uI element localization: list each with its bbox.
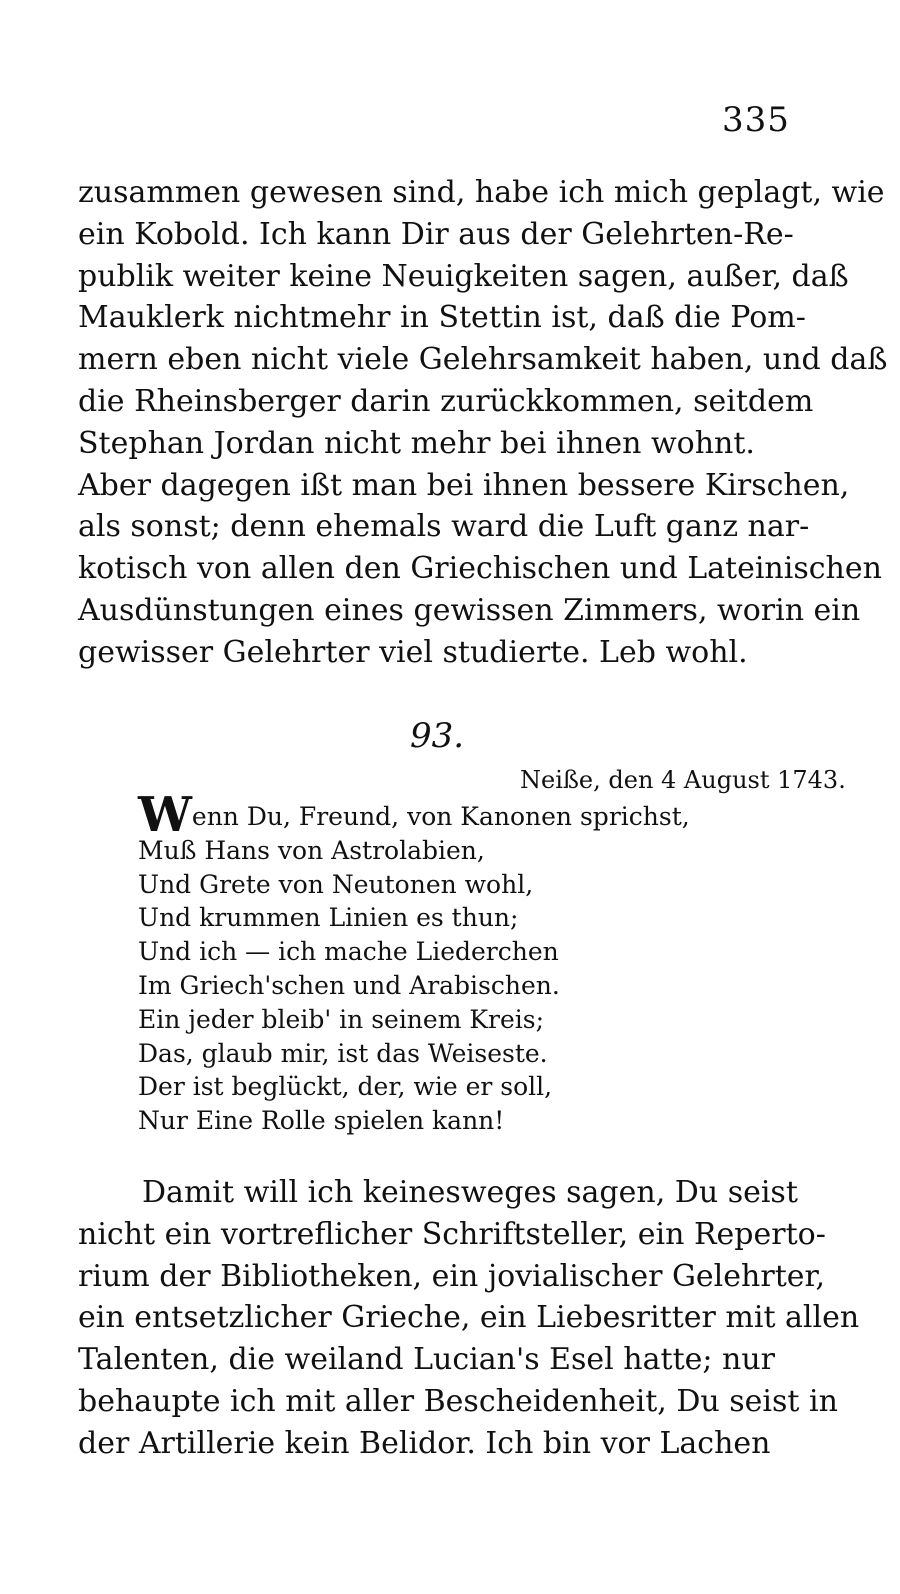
text-line: als sonst; denn ehemals ward die Luft ganz nar- <box>78 509 810 545</box>
text-line: Mauklerk nichtmehr in Stettin ist, daß die Pom- <box>78 300 806 336</box>
text-line: Damit will ich keinesweges sagen, Du seist <box>142 1175 798 1210</box>
text-line: Stephan Jordan nicht mehr bei ihnen wohnt. <box>78 425 755 461</box>
poem <box>138 787 778 1138</box>
text-line: behaupte ich mit aller Bescheidenheit, Du seist in <box>78 1383 838 1419</box>
text-line: ein entsetzlicher Grieche, ein Liebesritter mit allen <box>78 1300 860 1336</box>
drop-cap: W <box>138 787 192 843</box>
text-line: Aber dagegen ißt man bei ihnen bessere Kirschen, <box>78 467 850 503</box>
text-line: nicht ein vortreflicher Schriftsteller, ein Reperto- <box>78 1216 826 1252</box>
poem-first-line-text: enn Du, Freund, von Kanonen sprichst, <box>191 802 690 831</box>
page-number: 335 <box>722 100 790 140</box>
text-line: rium der Bibliotheken, ein jovialischer Gelehrter, <box>78 1258 826 1294</box>
text-line: der Artillerie kein Belidor. Ich bin vor Lachen <box>78 1425 771 1461</box>
body-paragraph-1 <box>78 172 888 674</box>
letter-number: 93. <box>410 716 465 756</box>
dateline: Neiße, den 4 August 1743. <box>520 766 846 794</box>
poem-line: Ein jeder bleib' in seinem Kreis; <box>138 1004 545 1034</box>
body-paragraph-2 <box>78 1172 860 1465</box>
poem-line: Und krummen Linien es thun; <box>138 903 519 933</box>
poem-line: Und ich — ich mache Liederchen <box>138 937 559 967</box>
poem-line: Der ist beglückt, der, wie er soll, <box>138 1072 553 1102</box>
poem-line: Im Griech'schen und Arabischen. <box>138 970 560 1000</box>
text-line: publik weiter keine Neuigkeiten sagen, außer, daß <box>78 258 849 294</box>
poem-line: Nur Eine Rolle spielen kann! <box>138 1106 505 1136</box>
text-line: die Rheinsberger darin zurückkommen, seitdem <box>78 383 814 419</box>
text-line: Ausdünstungen eines gewissen Zimmers, worin ein <box>78 592 861 628</box>
text-line: Talenten, die weiland Lucian's Esel hatte; nur <box>78 1342 776 1378</box>
text-line: ein Kobold. Ich kann Dir aus der Gelehrten-Re- <box>78 216 794 252</box>
poem-line: Muß Hans von Astrolabien, <box>138 835 485 865</box>
text-line: mern eben nicht viele Gelehrsamkeit haben, und daß <box>78 342 888 378</box>
poem-line: Und Grete von Neutonen wohl, <box>138 869 534 899</box>
text-line: kotisch von allen den Griechischen und Lateinischen <box>78 551 882 587</box>
text-line: gewisser Gelehrter viel studierte. Leb wohl. <box>78 634 748 670</box>
poem-line: Das, glaub mir, ist das Weiseste. <box>138 1038 548 1068</box>
text-line: zusammen gewesen sind, habe ich mich geplagt, wie <box>78 175 885 210</box>
poem-line <box>138 787 778 843</box>
